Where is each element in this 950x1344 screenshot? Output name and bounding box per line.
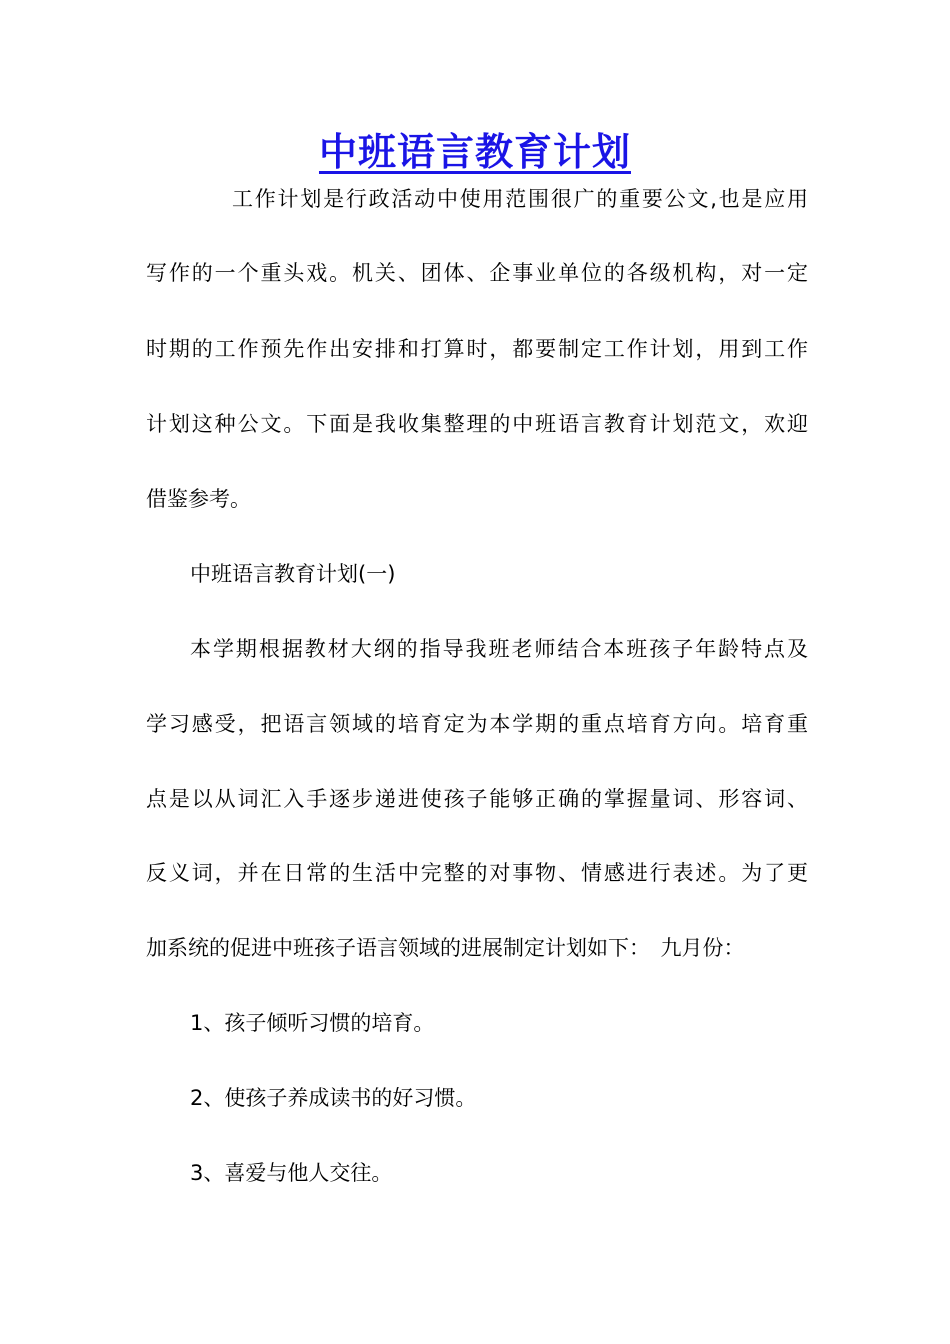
intro-line-5: 借鉴参考。 bbox=[146, 487, 251, 511]
list-item: 1、孩子倾听习惯的培育。 bbox=[190, 1011, 435, 1035]
intro-line-3: 时期的工作预先作出安排和打算时，都要制定工作计划，用到工作 bbox=[146, 337, 808, 361]
body-line-4: 反义词，并在日常的生活中完整的对事物、情感进行表述。为了更 bbox=[146, 861, 808, 885]
intro-line-4: 计划这种公文。下面是我收集整理的中班语言教育计划范文，欢迎 bbox=[146, 412, 808, 436]
list-item: 2、使孩子养成读书的好习惯。 bbox=[190, 1086, 477, 1110]
intro-line-2: 写作的一个重头戏。机关、团体、企事业单位的各级机构，对一定 bbox=[146, 261, 808, 285]
body-line-5: 加系统的促进中班孩子语言领域的进展制定计划如下： 九月份： bbox=[146, 936, 745, 960]
document-title: 中班语言教育计划 bbox=[318, 129, 631, 174]
body-line-3: 点是以从词汇入手逐步递进使孩子能够正确的掌握量词、形容词、 bbox=[146, 787, 808, 811]
body-line-1: 本学期根据教材大纲的指导我班老师结合本班孩子年龄特点及 bbox=[190, 637, 808, 661]
intro-line-1: 工作计划是行政活动中使用范围很广的重要公文,也是应用 bbox=[232, 187, 808, 211]
section-heading: 中班语言教育计划(一) bbox=[190, 562, 396, 586]
list-item: 3、喜爱与他人交往。 bbox=[190, 1161, 393, 1185]
body-line-2: 学习感受，把语言领域的培育定为本学期的重点培育方向。培育重 bbox=[146, 712, 808, 736]
